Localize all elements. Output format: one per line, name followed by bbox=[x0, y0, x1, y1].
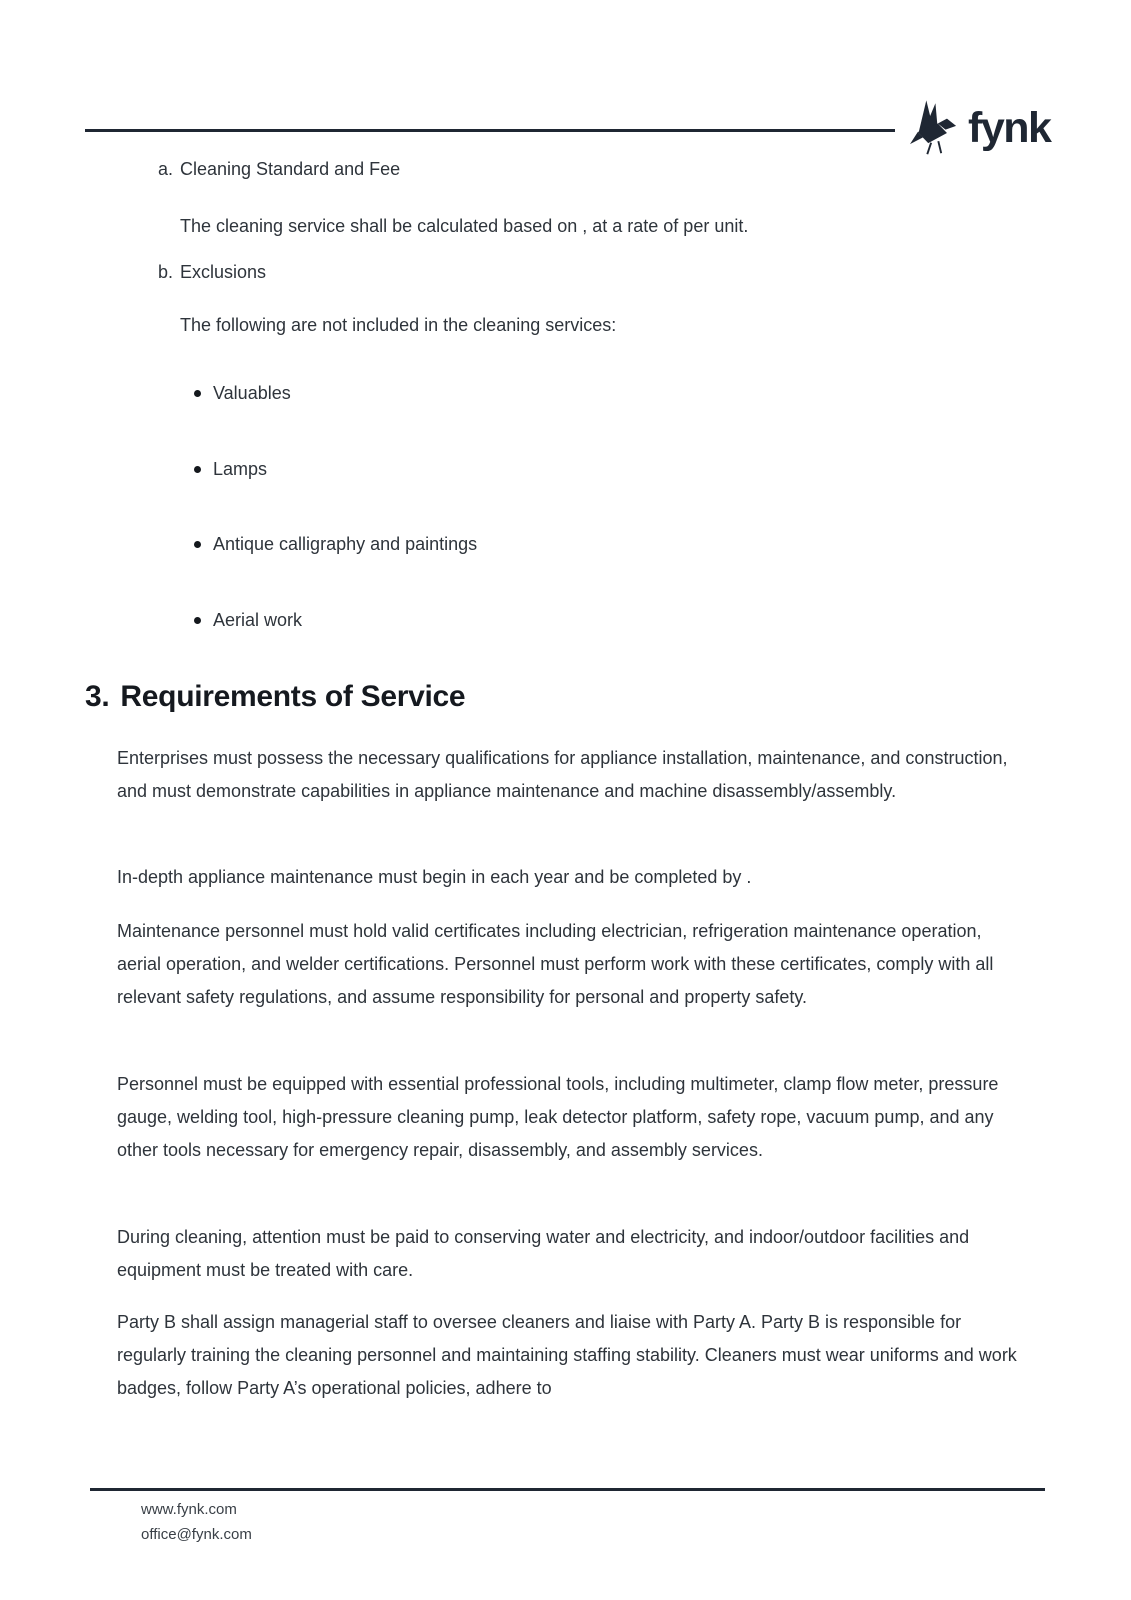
list-item-b bbox=[158, 261, 266, 283]
bullet-item bbox=[194, 533, 477, 555]
list-item-a-body: The cleaning service shall be calculated based on , at a rate of per unit. bbox=[180, 216, 749, 236]
bullet-dot-icon bbox=[194, 541, 201, 548]
bullet-item bbox=[194, 609, 302, 631]
list-item-b-title: Exclusions bbox=[180, 262, 267, 282]
section-heading-title: Requirements of Service bbox=[120, 680, 466, 713]
list-item-a-title: Cleaning Standard and Fee bbox=[180, 159, 401, 179]
paragraph: Personnel must be equipped with essential professional tools, including multimeter, clamp flow meter, pressure gauge, welding tool, high-pressure cleaning pump, leak detector platform, safety rope, vacuum pump, and any other tools necessary for emergency repair, disassembly, and assembly services. bbox=[117, 1074, 999, 1160]
paragraph: Party B shall assign managerial staff to oversee cleaners and liaise with Party A. Party B is responsible for regularly training the cleaning personnel and maintaining staffing stability. Cleaners must wear uniforms and work badges, follow Party A’s operational policies, adhere to bbox=[117, 1312, 1017, 1398]
footer bbox=[141, 1497, 252, 1547]
section-heading-number: 3. bbox=[85, 680, 110, 713]
section-heading bbox=[85, 678, 465, 716]
bullet-item-label: Aerial work bbox=[213, 610, 303, 630]
header-divider bbox=[85, 129, 895, 132]
bullet-dot-icon bbox=[194, 617, 201, 624]
list-item-b-marker: b. bbox=[158, 262, 174, 282]
footer-email-link[interactable]: office@fynk.com bbox=[141, 1526, 252, 1543]
paragraph: Maintenance personnel must hold valid certificates including electrician, refrigeration maintenance operation, aerial operation, and welder certifications. Personnel must perform work with these certificates, comply with all relevant safety regulations, and assume responsibility for personal and property safety. bbox=[117, 921, 994, 1007]
fynk-wordmark: fynk bbox=[968, 103, 1051, 152]
list-item-a bbox=[158, 158, 400, 180]
bullet-dot-icon bbox=[194, 390, 201, 397]
bullet-item-label: Valuables bbox=[213, 383, 291, 403]
paragraph: Enterprises must possess the necessary qualifications for appliance installation, maintenance, and construction, and must demonstrate capabilities in appliance maintenance and machine disassembly/assembly. bbox=[117, 748, 1008, 801]
list-item-a-marker: a. bbox=[158, 159, 174, 179]
footer-divider bbox=[90, 1488, 1045, 1491]
bullet-item bbox=[194, 458, 267, 480]
bullet-item bbox=[194, 382, 291, 404]
bullet-dot-icon bbox=[194, 466, 201, 473]
list-item-b-body: The following are not included in the cleaning services: bbox=[180, 315, 617, 335]
paragraph: In-depth appliance maintenance must begin in each year and be completed by . bbox=[117, 867, 752, 887]
footer-website-link[interactable]: www.fynk.com bbox=[141, 1501, 237, 1518]
bullet-item-label: Lamps bbox=[213, 459, 268, 479]
bullet-item-label: Antique calligraphy and paintings bbox=[213, 534, 478, 554]
origami-crane-icon bbox=[910, 99, 958, 157]
paragraph: During cleaning, attention must be paid to conserving water and electricity, and indoor/outdoor facilities and equipment must be treated with care. bbox=[117, 1227, 970, 1280]
fynk-logo bbox=[910, 96, 1050, 160]
